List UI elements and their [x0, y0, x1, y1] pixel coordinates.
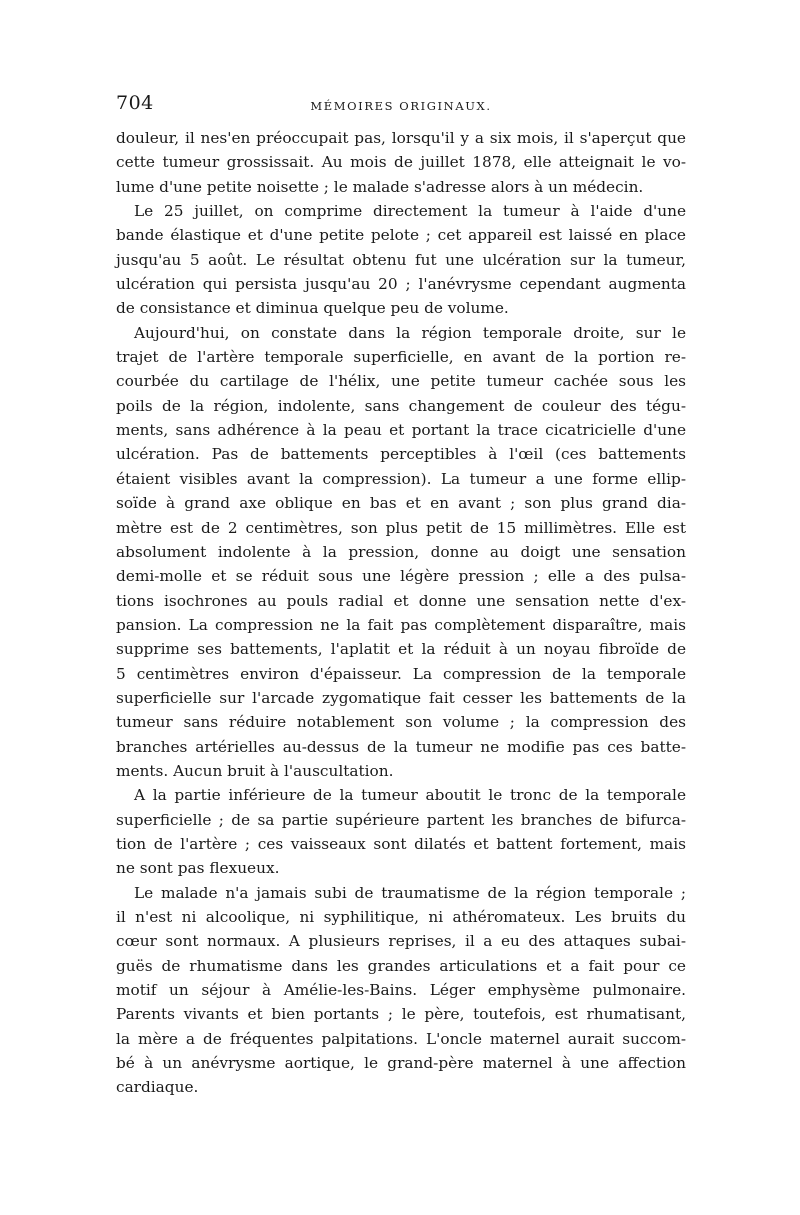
text-line: demi-molle et se réduit sous une légère pression ; elle a des pulsa-: [116, 567, 686, 586]
text-line: jusqu'au 5 août. Le résultat obtenu fut une ulcération sur la tumeur,: [116, 250, 686, 269]
text-line: superficielle sur l'arcade zygomatique fait cesser les battements de la: [116, 688, 686, 707]
paragraph: [116, 126, 686, 199]
text-line: ments, sans adhérence à la peau et portant la trace cicatricielle d'une: [116, 421, 686, 440]
text-line: guës de rhumatisme dans les grandes articulations et a fait pour ce: [116, 956, 686, 975]
text-line: ne sont pas flexueux.: [116, 859, 280, 878]
paragraph: [116, 321, 686, 784]
text-line: cette tumeur grossissait. Au mois de juillet 1878, elle atteignait le vo-: [116, 153, 686, 172]
text-line: supprime ses battements, l'aplatit et la réduit à un noyau fibroïde de: [116, 640, 686, 659]
text-line: tions isochrones au pouls radial et donne une sensation nette d'ex-: [116, 591, 686, 610]
paragraph: [116, 881, 686, 1100]
text-line: 5 centimètres environ d'épaisseur. La compression de la temporale: [116, 664, 686, 683]
text-line: ments. Aucun bruit à l'auscultation.: [116, 761, 394, 780]
text-line: branches artérielles au-dessus de la tumeur ne modifie pas ces batte-: [116, 737, 686, 756]
running-title: MÉMOIRES ORIGINAUX.: [310, 99, 492, 113]
text-line: tumeur sans réduire notablement son volume ; la compression des: [116, 713, 686, 732]
text-line: tion de l'artère ; ces vaisseaux sont dilatés et battent fortement, mais: [116, 834, 686, 853]
text-line: ulcération qui persista jusqu'au 20 ; l'anévrysme cependant augmenta: [116, 275, 686, 294]
text-line: soïde à grand axe oblique en bas et en avant ; son plus grand dia-: [116, 494, 686, 513]
text-line: la mère a de fréquentes palpitations. L'oncle maternel aurait succom-: [116, 1029, 686, 1048]
text-line: il n'est ni alcoolique, ni syphilitique, ni athéromateux. Les bruits du: [116, 908, 686, 926]
text-line: trajet de l'artère temporale superficielle, en avant de la portion re-: [116, 348, 686, 367]
text-line: ulcération. Pas de battements perceptibles à l'œil (ces battements: [116, 445, 686, 464]
text-line: Le malade n'a jamais subi de traumatisme de la région temporale ;: [134, 883, 686, 902]
text-line: superficielle ; de sa partie supérieure partent les branches de bifurca-: [116, 810, 686, 829]
text-line: douleur, il nes'en préoccupait pas, lorsqu'il y a six mois, il s'aperçut que: [116, 129, 686, 147]
text-line: cardiaque.: [116, 1078, 199, 1097]
text-line: pansion. La compression ne la fait pas complètement disparaître, mais: [116, 615, 686, 634]
text-line: poils de la région, indolente, sans changement de couleur des tégu-: [116, 396, 686, 415]
text-line: bé à un anévrysme aortique, le grand-père maternel à une affection: [116, 1054, 686, 1073]
page-number: 704: [116, 92, 154, 114]
text-line: lume d'une petite noisette ; le malade s'adresse alors à un médecin.: [116, 177, 644, 196]
paragraph: [116, 783, 686, 880]
text-line: cœur sont normaux. A plusieurs reprises, il a eu des attaques subai-: [116, 932, 686, 951]
paragraph: [116, 199, 686, 321]
text-line: absolument indolente à la pression, donne au doigt une sensation: [116, 542, 686, 561]
text-line: Aujourd'hui, on constate dans la région temporale droite, sur le: [134, 323, 686, 342]
page-header: [116, 92, 686, 126]
text-line: Parents vivants et bien portants ; le père, toutefois, est rhumatisant,: [116, 1005, 686, 1024]
body-text: [116, 126, 686, 1100]
book-page: [116, 92, 686, 1100]
text-line: courbée du cartilage de l'hélix, une petite tumeur cachée sous les: [116, 372, 686, 391]
text-line: motif un séjour à Amélie-les-Bains. Léger emphysème pulmonaire.: [116, 981, 686, 1000]
text-line: étaient visibles avant la compression). La tumeur a une forme ellip-: [116, 469, 686, 488]
text-line: mètre est de 2 centimètres, son plus petit de 15 millimètres. Elle est: [116, 518, 686, 537]
text-line: bande élastique et d'une petite pelote ; cet appareil est laissé en place: [116, 226, 686, 245]
text-line: Le 25 juillet, on comprime directement la tumeur à l'aide d'une: [134, 202, 686, 221]
text-line: de consistance et diminua quelque peu de volume.: [116, 299, 509, 318]
text-line: A la partie inférieure de la tumeur aboutit le tronc de la temporale: [134, 786, 686, 805]
